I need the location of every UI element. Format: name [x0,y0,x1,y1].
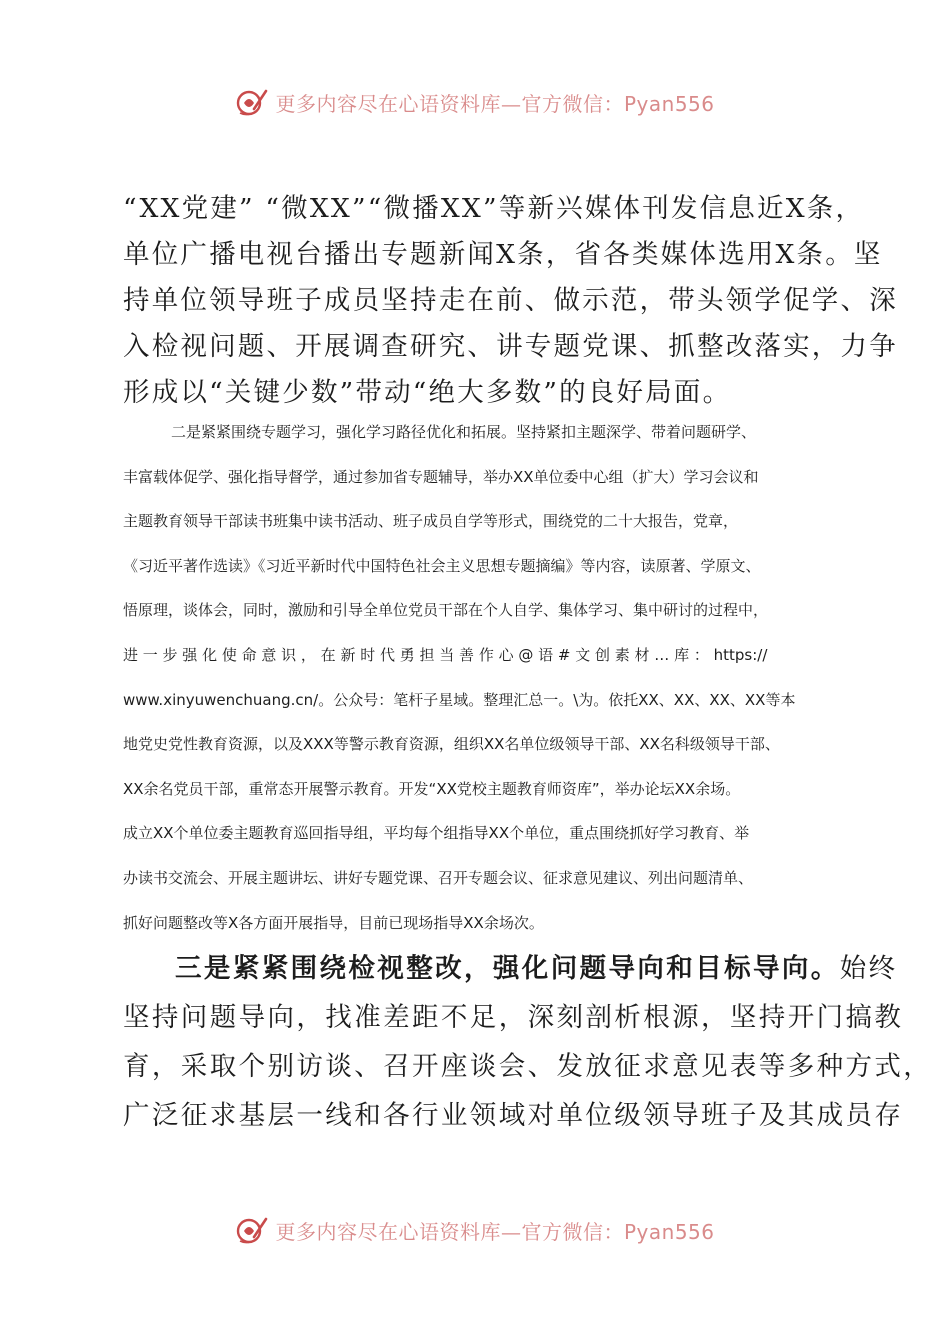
text-line: 抓好问题整改等X各方面开展指导，目前已现场指导XX余场次。 [123,913,544,932]
header-banner [0,80,950,124]
text-line [123,944,898,993]
text-line: 持单位领导班子成员坚持走在前、做示范，带头领学促学、深 [123,285,898,316]
text-line: 育，采取个别访谈、召开座谈会、发放征求意见表等多种方式， [123,1051,933,1082]
banner-text: 更多内容尽在心语资料库—官方微信：Pyan556 [275,91,715,116]
banner-text: 更多内容尽在心语资料库—官方微信：Pyan556 [275,1219,715,1244]
text-line: 形成以“关键少数”带动“绝大多数”的良好局面。 [123,377,732,408]
wechat-account: Pyan556 [623,1219,715,1244]
paragraph-rectification [123,944,933,1140]
paragraph-media-summary [123,186,898,416]
paragraph-study [123,410,845,945]
wechat-account: Pyan556 [623,91,715,116]
text-line: 进 一 步 强 化 使 命 意 识 ， 在 新 时 代 勇 担 当 善 作 心 @ 语 # 文 创 素 材 … 库 ： https:// [123,645,768,664]
text-line: 坚持问题导向，找准差距不足，深刻剖析根源，坚持开门搞教 [123,1002,904,1033]
text-line: 主题教育领导干部读书班集中读书活动、班子成员自学等形式，围绕党的二十大报告，党章， [123,512,739,531]
bold-heading: 三是紧紧围绕检视整改，强化问题导向和目标导向。 [175,953,840,984]
text-line: 丰富载体促学、强化指导督学，通过参加省专题辅导，举办XX单位委中心组（扩大）学习会议和 [123,467,759,486]
text-fragment: 始终 [839,953,898,984]
text-line: 入检视问题、开展调查研究、讲专题党课、抓整改落实，力争 [123,331,898,362]
text-line: 单位广播电视台播出专题新闻X条，省各类媒体选用X条。坚 [123,239,883,270]
text-line: 《习近平著作选读》《习近平新时代中国特色社会主义思想专题摘编》等内容，读原著、学原文、 [123,556,761,575]
text-line: 二是紧紧围绕专题学习，强化学习路径优化和拓展。坚持紧扣主题深学、带着问题研学、 [171,423,757,441]
text-line: XX余名党员干部，重常态开展警示教育。开发“XX党校主题教育师资库”，举办论坛XX余场。 [123,779,741,798]
text-line: 成立XX个单位委主题教育巡回指导组，平均每个组指导XX个单位，重点围绕抓好学习教育、举 [123,824,750,843]
footer-banner [0,1208,950,1252]
text-line: 悟原理，谈体会，同时，激励和引导全单位党员干部在个人自学、集体学习、集中研讨的过程中， [123,601,769,620]
pen-logo-icon [235,85,269,119]
text-line: “XX党建” “微XX”“微播XX”等新兴媒体刊发信息近X条， [123,193,865,224]
pen-logo-icon [235,1213,269,1247]
text-line: 办读书交流会、开展主题讲坛、讲好专题党课、召开专题会议、征求意见建议、列出问题清单、 [123,868,754,887]
text-line: 地党史党性教育资源，以及XXX等警示教育资源，组织XX名单位级领导干部、XX名科级领导干部、 [123,735,780,754]
text-line: www.xinyuwenchuang.cn/。公众号：笔杆子星域。整理汇总一。\为。依托XX、XX、XX、XX等本 [123,690,796,709]
text-line: 广泛征求基层一线和各行业领域对单位级领导班子及其成员存 [123,1100,904,1131]
